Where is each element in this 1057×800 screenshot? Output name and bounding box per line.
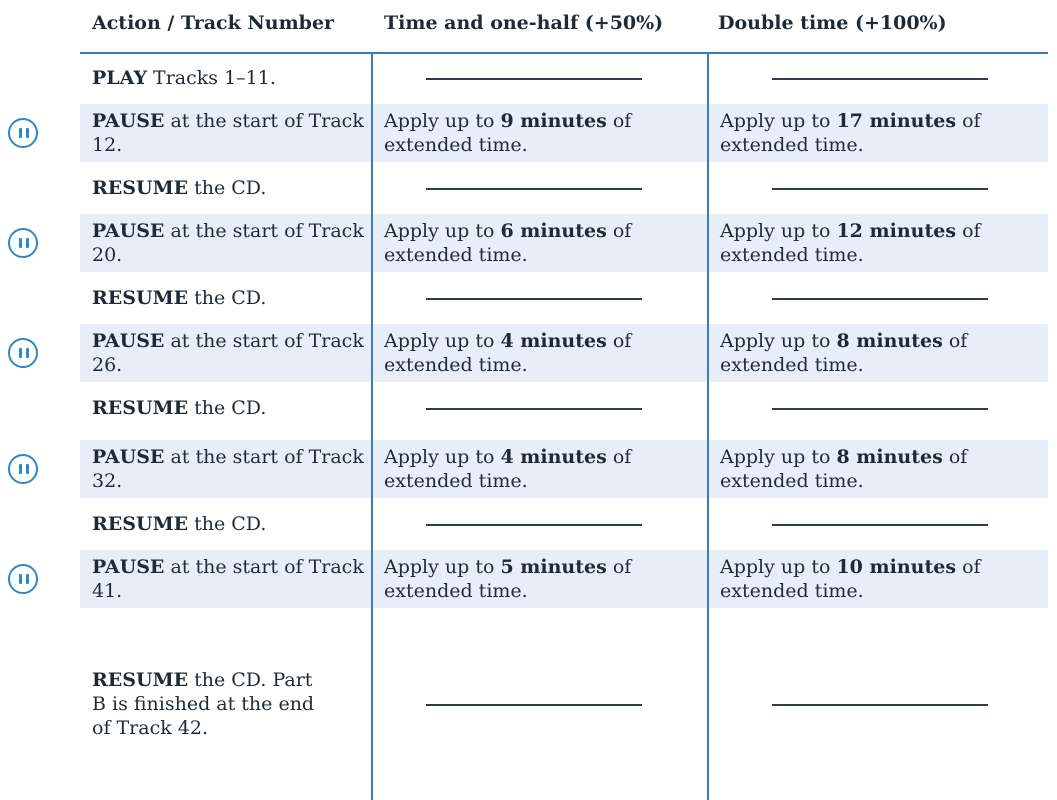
- table-row: [80, 382, 1048, 434]
- action-text: [92, 396, 364, 420]
- minutes-value: 6 minutes: [500, 220, 607, 242]
- time-and-one-half-cell: [372, 440, 708, 498]
- action-cell: [80, 550, 372, 608]
- action-rest: at the start of Track 41.: [92, 556, 364, 602]
- extended-time-text: [720, 555, 1020, 603]
- action-rest: the CD.: [188, 177, 267, 199]
- pause-bar: [19, 348, 22, 358]
- blank-dash: [772, 524, 988, 526]
- text-pre: Apply up to: [720, 446, 837, 468]
- minutes-value: 4 minutes: [500, 330, 607, 352]
- action-text: [92, 219, 364, 267]
- text-pre: Apply up to: [384, 110, 501, 132]
- time-and-one-half-cell: [372, 550, 708, 608]
- blank-dash: [426, 408, 642, 410]
- text-pre: Apply up to: [384, 220, 501, 242]
- text-post: of extended time.: [720, 220, 981, 266]
- pause-icon: [8, 454, 38, 484]
- blank-dash: [426, 78, 642, 80]
- extended-time-text: [384, 109, 684, 157]
- time-and-one-half-cell: [372, 52, 708, 104]
- blank-dash: [426, 298, 642, 300]
- action-verb: RESUME: [92, 669, 189, 691]
- action-verb: PAUSE: [92, 220, 165, 242]
- action-rest: Tracks 1–11.: [147, 67, 276, 89]
- action-rest: at the start of Track 12.: [92, 110, 364, 156]
- extended-time-text: [720, 445, 1020, 493]
- text-pre: Apply up to: [720, 556, 837, 578]
- text-pre: Apply up to: [720, 110, 837, 132]
- action-cell: [80, 104, 372, 162]
- minutes-value: 4 minutes: [500, 446, 607, 468]
- text-post: of extended time.: [384, 220, 632, 266]
- text-pre: Apply up to: [720, 330, 837, 352]
- minutes-value: 5 minutes: [500, 556, 607, 578]
- time-and-one-half-cell: [372, 104, 708, 162]
- pause-bar: [19, 238, 22, 248]
- action-text: [92, 329, 364, 377]
- action-text: [92, 512, 364, 536]
- time-and-one-half-cell: [372, 214, 708, 272]
- action-cell: [80, 162, 372, 214]
- double-time-cell: [708, 440, 1048, 498]
- blank-dash: [426, 704, 642, 706]
- action-verb: PAUSE: [92, 556, 165, 578]
- text-pre: Apply up to: [384, 330, 501, 352]
- action-cell: [80, 608, 372, 800]
- blank-dash: [426, 188, 642, 190]
- action-verb: RESUME: [92, 287, 189, 309]
- time-and-one-half-cell: [372, 498, 708, 550]
- extended-time-text: [384, 329, 684, 377]
- pause-icon: [8, 564, 38, 594]
- time-and-one-half-cell: [372, 382, 708, 434]
- table-row: [80, 550, 1048, 608]
- action-cell: [80, 382, 372, 434]
- blank-dash: [772, 408, 988, 410]
- table-row: [80, 272, 1048, 324]
- pause-bar: [26, 128, 29, 138]
- double-time-cell: [708, 550, 1048, 608]
- pause-bar: [19, 128, 22, 138]
- table-row: [80, 52, 1048, 104]
- action-cell: [80, 440, 372, 498]
- time-and-one-half-cell: [372, 324, 708, 382]
- blank-dash: [772, 298, 988, 300]
- action-text: [92, 66, 364, 90]
- action-verb: PAUSE: [92, 110, 165, 132]
- double-time-cell: [708, 162, 1048, 214]
- table-row: [80, 162, 1048, 214]
- text-post: of extended time.: [384, 330, 632, 376]
- blank-dash: [772, 78, 988, 80]
- column-divider-1: [371, 52, 373, 800]
- text-post: of extended time.: [720, 556, 981, 602]
- action-verb: PAUSE: [92, 446, 165, 468]
- table-row: [80, 608, 1048, 800]
- pause-bar: [26, 464, 29, 474]
- action-verb: RESUME: [92, 397, 189, 419]
- extended-time-text: [720, 329, 1020, 377]
- pause-bar: [19, 464, 22, 474]
- action-verb: PLAY: [92, 67, 148, 89]
- minutes-value: 17 minutes: [836, 110, 957, 132]
- action-cell: [80, 498, 372, 550]
- action-cell: [80, 214, 372, 272]
- double-time-cell: [708, 272, 1048, 324]
- header-time-and-one-half: Time and one-half (+50%): [384, 12, 664, 34]
- pause-bar: [26, 348, 29, 358]
- text-post: of extended time.: [720, 110, 981, 156]
- text-post: of extended time.: [720, 330, 968, 376]
- double-time-cell: [708, 324, 1048, 382]
- blank-dash: [772, 704, 988, 706]
- table-row: [80, 214, 1048, 272]
- action-rest: at the start of Track 20.: [92, 220, 364, 266]
- action-text: [92, 445, 364, 493]
- action-verb: PAUSE: [92, 330, 165, 352]
- action-text: [92, 176, 364, 200]
- table-row: [80, 498, 1048, 550]
- time-and-one-half-cell: [372, 272, 708, 324]
- pause-bar: [19, 574, 22, 584]
- action-text: [92, 109, 364, 157]
- pause-bar: [26, 574, 29, 584]
- action-text: [92, 668, 332, 740]
- table-header: [80, 0, 1048, 54]
- action-text: [92, 286, 364, 310]
- action-rest: the CD.: [188, 513, 267, 535]
- minutes-value: 8 minutes: [836, 446, 943, 468]
- double-time-cell: [708, 498, 1048, 550]
- pause-bar: [26, 238, 29, 248]
- extended-time-text: [720, 109, 1020, 157]
- action-text: [92, 555, 364, 603]
- table-row: [80, 324, 1048, 382]
- table-row: [80, 440, 1048, 498]
- extended-time-text: [384, 445, 684, 493]
- text-post: of extended time.: [384, 110, 632, 156]
- minutes-value: 9 minutes: [500, 110, 607, 132]
- text-pre: Apply up to: [384, 556, 501, 578]
- extended-time-text: [384, 555, 684, 603]
- action-cell: [80, 324, 372, 382]
- text-post: of extended time.: [384, 446, 632, 492]
- header-action-track: Action / Track Number: [92, 12, 335, 34]
- blank-dash: [426, 524, 642, 526]
- pause-icon: [8, 228, 38, 258]
- action-verb: RESUME: [92, 513, 189, 535]
- double-time-cell: [708, 382, 1048, 434]
- action-rest: at the start of Track 32.: [92, 446, 364, 492]
- header-double-time: Double time (+100%): [718, 12, 947, 34]
- text-post: of extended time.: [384, 556, 632, 602]
- action-rest: the CD. Part B is finished at the end of Track 42.: [92, 669, 315, 739]
- action-cell: [80, 272, 372, 324]
- extended-time-table: [80, 0, 1048, 800]
- double-time-cell: [708, 214, 1048, 272]
- double-time-cell: [708, 608, 1048, 800]
- action-rest: the CD.: [188, 397, 267, 419]
- pause-icon: [8, 338, 38, 368]
- double-time-cell: [708, 104, 1048, 162]
- action-rest: at the start of Track 26.: [92, 330, 364, 376]
- action-cell: [80, 52, 372, 104]
- double-time-cell: [708, 52, 1048, 104]
- extended-time-text: [384, 219, 684, 267]
- text-pre: Apply up to: [720, 220, 837, 242]
- time-and-one-half-cell: [372, 608, 708, 800]
- table-row: [80, 104, 1048, 162]
- minutes-value: 8 minutes: [836, 330, 943, 352]
- text-pre: Apply up to: [384, 446, 501, 468]
- blank-dash: [772, 188, 988, 190]
- action-rest: the CD.: [188, 287, 267, 309]
- column-divider-2: [707, 52, 709, 800]
- pause-icon: [8, 118, 38, 148]
- time-and-one-half-cell: [372, 162, 708, 214]
- extended-time-text: [720, 219, 1020, 267]
- minutes-value: 12 minutes: [836, 220, 957, 242]
- minutes-value: 10 minutes: [836, 556, 957, 578]
- action-verb: RESUME: [92, 177, 189, 199]
- text-post: of extended time.: [720, 446, 968, 492]
